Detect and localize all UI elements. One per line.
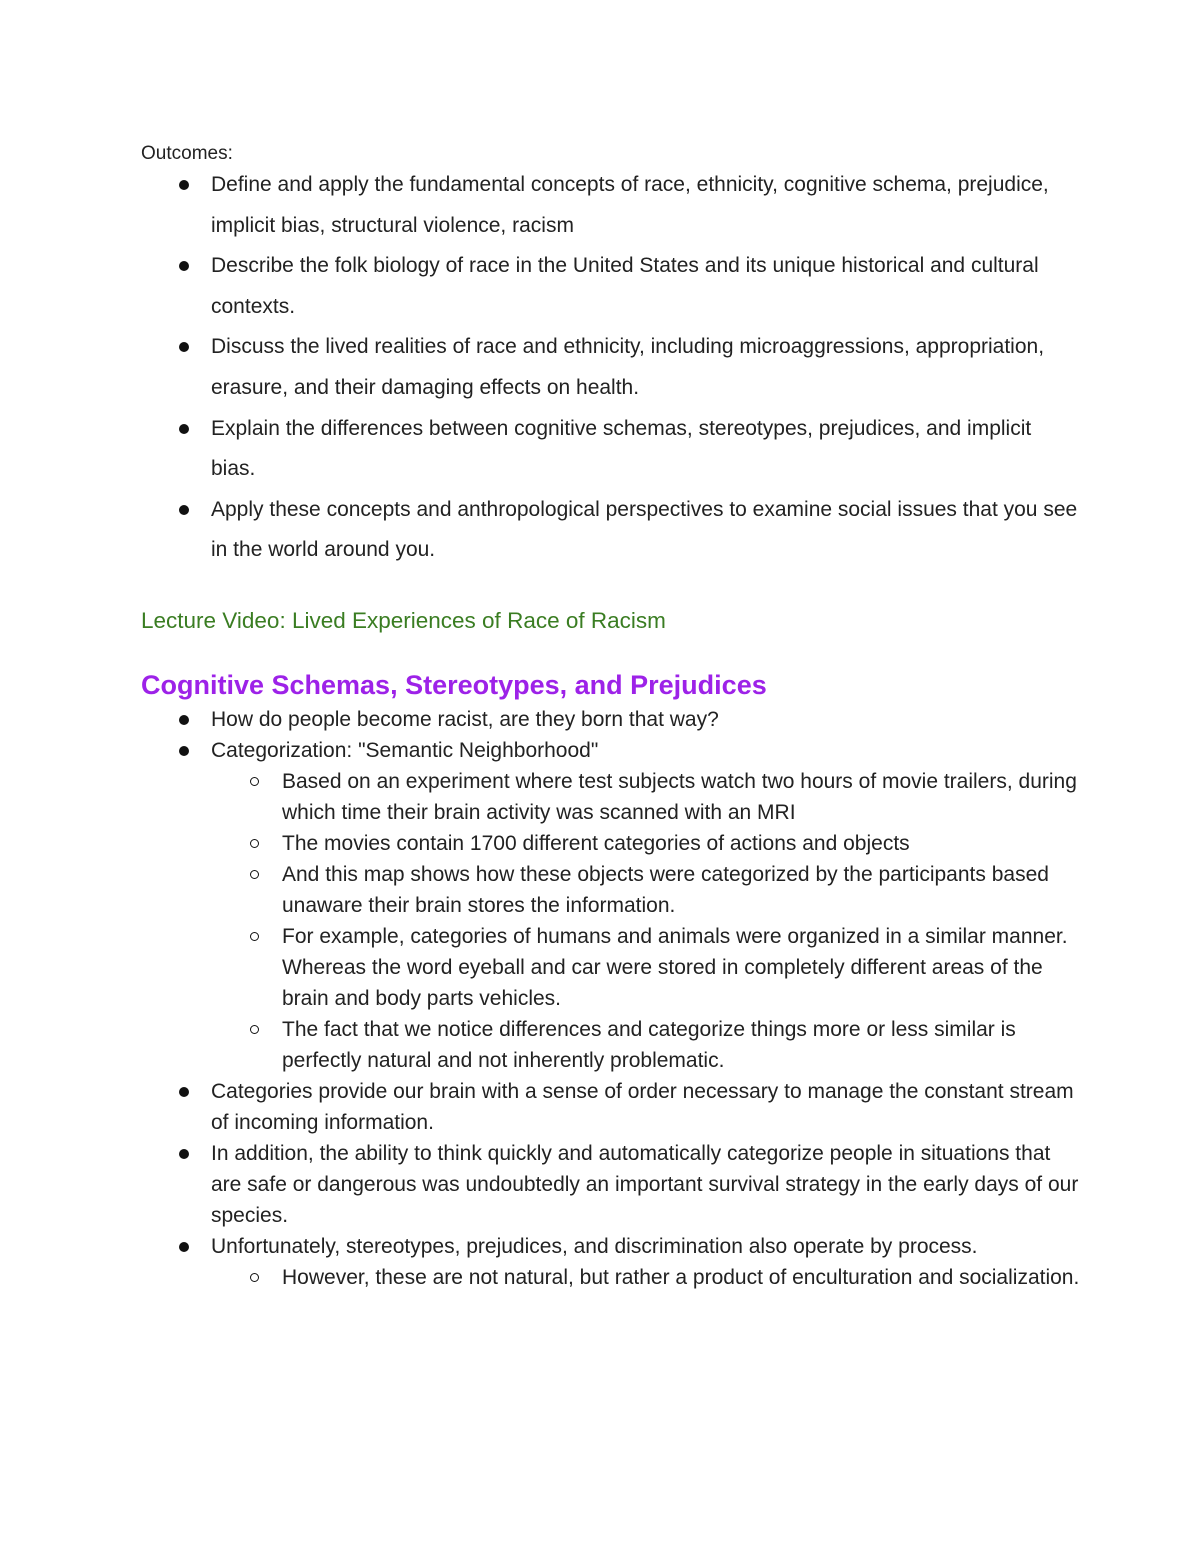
sub-note-text: However, these are not natural, but rather a product of enculturation and socialization.	[282, 1266, 1080, 1289]
outcome-item	[141, 327, 1081, 408]
sub-list	[211, 766, 1081, 1076]
outcome-item	[141, 490, 1081, 571]
circle-bullet-icon	[250, 1025, 259, 1034]
outcomes-label: Outcomes:	[141, 143, 233, 164]
bullet-dot-icon	[179, 505, 189, 515]
outcome-text: Describe the folk biology of race in the United States and its unique historical and cultural contexts.	[211, 254, 1039, 318]
bullet-dot-icon	[179, 1149, 189, 1159]
bullet-dot-icon	[179, 1242, 189, 1252]
sub-note-item	[211, 859, 1081, 921]
sub-note-item	[211, 828, 1081, 859]
sub-list	[211, 1262, 1081, 1293]
sub-note-text: The movies contain 1700 different categories of actions and objects	[282, 832, 910, 855]
bullet-dot-icon	[179, 261, 189, 271]
sub-note-text: And this map shows how these objects were categorized by the participants based unaware their brain stores the information.	[282, 863, 1049, 917]
bullet-dot-icon	[179, 180, 189, 190]
outcome-item	[141, 246, 1081, 327]
notes-list	[141, 704, 1081, 1293]
circle-bullet-icon	[250, 777, 259, 786]
bullet-dot-icon	[179, 342, 189, 352]
note-text: Categorization: "Semantic Neighborhood"	[211, 739, 599, 762]
note-text: Categories provide our brain with a sense of order necessary to manage the constant stream of incoming information.	[211, 1080, 1074, 1134]
bullet-dot-icon	[179, 746, 189, 756]
outcomes-list	[141, 165, 1081, 571]
circle-bullet-icon	[250, 932, 259, 941]
note-item	[141, 735, 1081, 1076]
sub-note-item	[211, 921, 1081, 1014]
sub-note-text: Based on an experiment where test subjects watch two hours of movie trailers, during which time their brain activity was scanned with an MRI	[282, 770, 1077, 824]
section-heading: Cognitive Schemas, Stereotypes, and Prejudices	[141, 670, 767, 700]
outcome-text: Apply these concepts and anthropological perspectives to examine social issues that you see in the world around you.	[211, 497, 1078, 562]
sub-note-text: For example, categories of humans and animals were organized in a similar manner. Whereas the word eyeball and car were stored in completely different areas of the brain and body parts vehicles.	[282, 925, 1068, 1010]
sub-note-item	[211, 766, 1081, 828]
bullet-dot-icon	[179, 715, 189, 725]
outcome-text: Define and apply the fundamental concepts of race, ethnicity, cognitive schema, prejudice, implicit bias, structural violence, racism	[211, 173, 1049, 237]
sub-note-item	[211, 1014, 1081, 1076]
lecture-video-heading: Lecture Video: Lived Experiences of Race of Racism	[141, 608, 666, 633]
note-item	[141, 704, 1081, 735]
note-item	[141, 1231, 1081, 1293]
outcome-text: Discuss the lived realities of race and ethnicity, including microaggressions, appropriation, erasure, and their damaging effects on health.	[211, 335, 1045, 399]
note-item	[141, 1076, 1081, 1138]
circle-bullet-icon	[250, 870, 259, 879]
outcome-item	[141, 409, 1081, 490]
note-text: How do people become racist, are they born that way?	[211, 708, 719, 731]
note-text: Unfortunately, stereotypes, prejudices, and discrimination also operate by process.	[211, 1235, 978, 1258]
bullet-dot-icon	[179, 424, 189, 434]
sub-note-text: The fact that we notice differences and categorize things more or less similar is perfectly natural and not inherently problematic.	[282, 1018, 1016, 1072]
outcome-text: Explain the differences between cognitive schemas, stereotypes, prejudices, and implicit bias.	[211, 416, 1032, 481]
note-text: In addition, the ability to think quickly and automatically categorize people in situations that are safe or dangerous was undoubtedly an important survival strategy in the early days of our species.	[211, 1142, 1079, 1227]
outcome-item	[141, 165, 1081, 246]
bullet-dot-icon	[179, 1087, 189, 1097]
circle-bullet-icon	[250, 1273, 259, 1282]
note-item	[141, 1138, 1081, 1231]
circle-bullet-icon	[250, 839, 259, 848]
sub-note-item	[211, 1262, 1081, 1293]
